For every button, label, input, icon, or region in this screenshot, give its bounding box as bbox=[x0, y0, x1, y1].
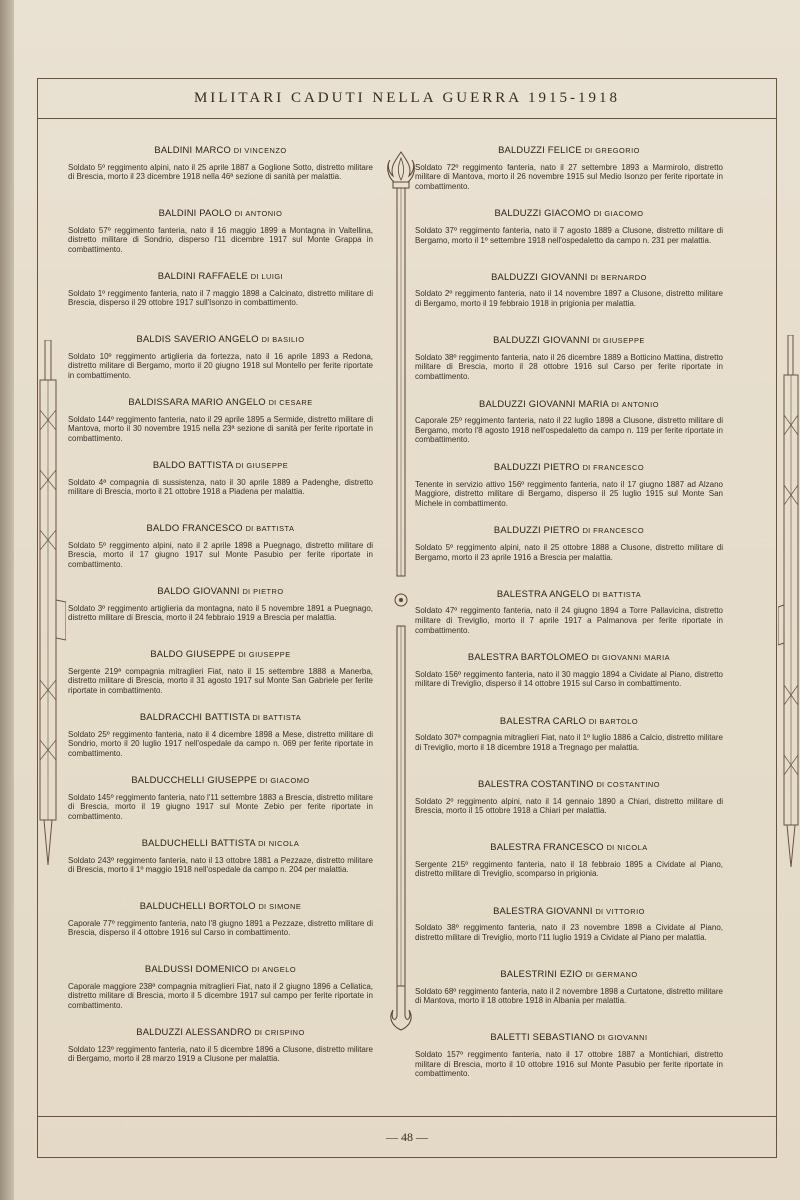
father-name: ANGELO bbox=[262, 965, 297, 974]
soldier-name bbox=[415, 462, 723, 473]
patronymic-particle: DI bbox=[596, 779, 605, 789]
surname-given-name: BALDINI RAFFAELE bbox=[157, 270, 248, 281]
patronymic-particle: DI bbox=[582, 462, 591, 472]
soldier-name bbox=[415, 525, 723, 536]
father-name: GIOVANNI MARIA bbox=[602, 653, 671, 663]
patronymic-particle: DI bbox=[595, 906, 604, 916]
father-name: GERMANO bbox=[595, 970, 638, 980]
father-name: CESARE bbox=[279, 398, 313, 407]
patronymic-particle: DI bbox=[590, 272, 599, 282]
soldier-name bbox=[415, 272, 723, 283]
surname-given-name: BALESTRA CARLO bbox=[499, 714, 587, 726]
list-item bbox=[68, 208, 373, 271]
service-record: Soldato 37º reggimento fanteria, nato il 7 agosto 1889 a Clusone, distretto militare di Bergamo, morto il 1º settembre 1918 nell'ospedaletto da campo n. 231 per malattia. bbox=[415, 225, 723, 245]
surname-given-name: BALDUCHELLI BORTOLO bbox=[139, 900, 256, 911]
service-record: Caporale 25º reggimento fanteria, nato il 22 luglio 1898 a Clusone, distretto militare di Bergamo, morto l'8 agosto 1918 nell'ospedaletto da campo n. 119 per ferite riportate in combattimento. bbox=[415, 416, 723, 445]
surname-given-name: BALESTRINI EZIO bbox=[500, 968, 583, 980]
soldier-name bbox=[68, 586, 373, 597]
patronymic-particle: DI bbox=[592, 336, 601, 346]
father-name: SIMONE bbox=[269, 902, 302, 911]
surname-given-name: BALDO BATTISTA bbox=[152, 459, 233, 470]
service-record: Soldato 72º reggimento fanteria, nato il 27 settembre 1893 a Marmirolo, distretto militare di Mantova, morto il 26 novembre 1915 sul Medio Isonzo per ferite riportate in combattimento. bbox=[415, 162, 723, 191]
service-record: Soldato 38º reggimento fanteria, nato il 26 dicembre 1889 a Botticino Mattina, distretto militare di Brescia, morto il 28 ottobre 1916 sul Carso per ferite riportate in combattimento. bbox=[415, 352, 723, 381]
service-record: Soldato 68º reggimento fanteria, nato il 2 novembre 1898 a Curtatone, distretto militare di Mantova, morto il 18 ottobre 1918 in Albania per malattia. bbox=[415, 986, 723, 1006]
patronymic-particle: DI bbox=[261, 335, 270, 344]
surname-given-name: BALESTRA ANGELO bbox=[496, 587, 590, 599]
service-record: Soldato 38º reggimento fanteria, nato il 23 novembre 1898 a Cividate al Piano, distretto militare di Treviglio, morto l'11 luglio 1919 a Cividate al Piano per malattia. bbox=[415, 923, 723, 942]
surname-given-name: BALDINI MARCO bbox=[154, 144, 231, 155]
soldier-name bbox=[68, 712, 373, 723]
father-name: COSTANTINO bbox=[607, 779, 660, 789]
service-record: Soldato 4ª compagnia di sussistenza, nato il 30 aprile 1889 a Padenghe, distretto militare di Brescia, morto il 21 ottobre 1918 a Piadena per malattia. bbox=[68, 477, 373, 497]
patronymic-particle: DI bbox=[268, 398, 277, 407]
soldier-name bbox=[68, 145, 373, 156]
surname-given-name: BALDUZZI GIOVANNI bbox=[493, 334, 590, 346]
soldier-name bbox=[68, 271, 373, 282]
surname-given-name: BALDO FRANCESCO bbox=[146, 522, 243, 533]
list-item bbox=[415, 906, 723, 969]
patronymic-particle: DI bbox=[611, 399, 620, 409]
list-item bbox=[68, 775, 373, 838]
list-item bbox=[415, 589, 723, 652]
patronymic-particle: DI bbox=[254, 1028, 263, 1037]
surname-given-name: BALDUZZI GIOVANNI bbox=[491, 270, 588, 282]
list-item bbox=[68, 145, 373, 208]
service-record: Soldato 1º reggimento fanteria, nato il 7 maggio 1898 a Calcinato, distretto militare di Brescia, disperso il 29 ottobre 1917 sull'Isonzo in combattimento. bbox=[68, 288, 373, 308]
soldier-name bbox=[68, 775, 373, 786]
list-item bbox=[68, 586, 373, 649]
patronymic-particle: DI bbox=[258, 902, 267, 911]
patronymic-particle: DI bbox=[592, 589, 601, 599]
service-record: Sergente 219ª compagnia mitraglieri Fiat, nato il 15 settembre 1888 a Manerba, distretto militare di Brescia, morto il 31 agosto 1917 sul Monte San Gabriele per ferite riportate in combattimento. bbox=[68, 666, 373, 695]
service-record: Soldato 57º reggimento fanteria, nato il 16 maggio 1899 a Montagna in Valtellina, distretto militare di Sondrio, disperso l'11 dicembre 1917 sul Monte Grappa in combattimento. bbox=[68, 225, 373, 254]
list-item bbox=[68, 334, 373, 397]
surname-given-name: BALDUZZI PIETRO bbox=[493, 524, 580, 536]
father-name: ANTONIO bbox=[245, 209, 283, 218]
surname-given-name: BALDUZZI FELICE bbox=[498, 144, 582, 155]
service-record: Soldato 144º reggimento fanteria, nato il 29 aprile 1895 a Sermide, distretto militare di Mantova, morto il 30 novembre 1915 nella 23ª sezione di sanità per ferite riportate in combattimento. bbox=[68, 414, 373, 443]
list-item bbox=[415, 399, 723, 462]
father-name: GIUSEPPE bbox=[248, 650, 291, 659]
fasces-ornament-icon-right bbox=[778, 335, 800, 870]
patronymic-particle: DI bbox=[585, 970, 594, 980]
surname-given-name: BALESTRA BARTOLOMEO bbox=[467, 651, 589, 663]
father-name: BATTISTA bbox=[256, 524, 295, 533]
service-record: Soldato 5º reggimento alpini, nato il 25 aprile 1887 a Goglione Sotto, distretto militare di Brescia, morto il 23 dicembre 1918 nella 46ª sezione di sanità per malattia. bbox=[68, 162, 373, 182]
service-record: Soldato 123º reggimento fanteria, nato il 5 dicembre 1896 a Clusone, distretto militare di Bergamo, morto il 28 marzo 1919 a Clusone per malattia. bbox=[68, 1044, 373, 1064]
surname-given-name: BALDUCCHELLI GIUSEPPE bbox=[131, 774, 257, 785]
torch-ornament-icon bbox=[384, 150, 418, 1050]
service-record: Soldato 5º reggimento alpini, nato il 2 aprile 1898 a Puegnago, distretto militare di Brescia, morto il 17 giugno 1917 sul Monte Pasubio per ferite riportate in combattimento. bbox=[68, 540, 373, 569]
father-name: ANTONIO bbox=[621, 399, 659, 409]
patronymic-particle: DI bbox=[597, 1033, 606, 1043]
father-name: BATTISTA bbox=[262, 713, 302, 722]
father-name: GIACOMO bbox=[604, 209, 644, 219]
surname-given-name: BALETTI SEBASTIANO bbox=[490, 1031, 595, 1043]
list-item bbox=[415, 1032, 723, 1095]
page-title: MILITARI CADUTI NELLA GUERRA 1915-1918 bbox=[193, 90, 621, 106]
list-item bbox=[68, 901, 373, 964]
service-record: Soldato 10º reggimento artiglieria da fortezza, nato il 16 aprile 1893 a Redona, distretto militare di Bergamo, morto il 20 giugno 1918 sul Montello per ferite riportate in combattimento. bbox=[68, 351, 373, 380]
patronymic-particle: DI bbox=[233, 146, 242, 155]
soldier-name bbox=[68, 964, 373, 975]
service-record: Caporale maggiore 238ª compagnia mitraglieri Fiat, nato il 2 giugno 1896 a Cellatica, distretto militare di Brescia, morto il 5 dicembre 1917 sul campo per ferite riportate in combattimento. bbox=[68, 981, 373, 1010]
list-item bbox=[415, 716, 723, 779]
surname-given-name: BALESTRA FRANCESCO bbox=[490, 841, 604, 853]
soldier-name bbox=[415, 652, 723, 663]
father-name: BASILIO bbox=[272, 335, 305, 344]
father-name: GIOVANNI bbox=[607, 1033, 648, 1043]
list-item bbox=[415, 652, 723, 715]
soldier-name bbox=[415, 145, 723, 156]
left-column bbox=[68, 145, 373, 1090]
father-name: NICOLA bbox=[268, 839, 300, 848]
surname-given-name: BALDUZZI ALESSANDRO bbox=[136, 1026, 252, 1037]
patronymic-particle: DI bbox=[258, 839, 266, 848]
father-name: VINCENZO bbox=[244, 146, 287, 155]
soldier-name bbox=[68, 334, 373, 345]
patronymic-particle: DI bbox=[235, 461, 244, 470]
service-record: Soldato 2º reggimento alpini, nato il 14 gennaio 1890 a Chiari, distretto militare di Brescia, morto il 15 ottobre 1918 a Chiari per malattia. bbox=[415, 796, 723, 816]
patronymic-particle: DI bbox=[238, 650, 247, 659]
surname-given-name: BALDUZZI PIETRO bbox=[493, 460, 580, 472]
surname-given-name: BALDUZZI GIACOMO bbox=[494, 207, 591, 219]
surname-given-name: BALDIS SAVERIO ANGELO bbox=[136, 333, 259, 344]
patronymic-particle: DI bbox=[606, 843, 615, 853]
soldier-name bbox=[68, 901, 373, 912]
soldier-name bbox=[415, 399, 723, 410]
soldier-name bbox=[415, 716, 723, 727]
surname-given-name: BALDUSSI DOMENICO bbox=[144, 963, 249, 974]
patronymic-particle: DI bbox=[250, 272, 259, 281]
list-item bbox=[415, 208, 723, 271]
father-name: CRISPINO bbox=[264, 1028, 305, 1037]
soldier-name bbox=[68, 460, 373, 471]
list-item bbox=[415, 272, 723, 335]
father-name: BERNARDO bbox=[601, 272, 647, 282]
surname-given-name: BALDO GIOVANNI bbox=[157, 585, 240, 596]
page-number: — 48 — bbox=[386, 1130, 428, 1144]
patronymic-particle: DI bbox=[245, 524, 254, 533]
binding-edge bbox=[0, 0, 14, 1200]
service-record: Soldato 157º reggimento fanteria, nato il 17 ottobre 1887 a Montichiari, distretto militare di Brescia, morto il 10 ottobre 1916 sul Monte Pasubio per ferite riportate in combattimento. bbox=[415, 1050, 723, 1079]
soldier-name bbox=[68, 649, 373, 660]
soldier-name bbox=[415, 842, 723, 853]
service-record: Caporale 77º reggimento fanteria, nato l'8 giugno 1891 a Pezzaze, distretto militare di Brescia, disperso il 4 ottobre 1916 sul Carso in combattimento. bbox=[68, 918, 373, 938]
soldier-name bbox=[415, 589, 723, 600]
list-item bbox=[68, 649, 373, 712]
father-name: BARTOLO bbox=[599, 716, 639, 726]
service-record: Tenente in servizio attivo 156º reggimento fanteria, nato il 17 giugno 1887 ad Alzano Maggiore, distretto militare di Bergamo, disperso il 25 luglio 1915 sul Monte San Michele in combattimento. bbox=[415, 479, 723, 508]
list-item bbox=[415, 842, 723, 905]
father-name: GREGORIO bbox=[595, 146, 640, 155]
list-item bbox=[415, 779, 723, 842]
patronymic-particle: DI bbox=[593, 209, 602, 219]
soldier-name bbox=[415, 335, 723, 346]
father-name: FRANCESCO bbox=[593, 462, 645, 472]
service-record: Soldato 5º reggimento alpini, nato il 25 ottobre 1888 a Clusone, distretto militare di Bergamo, morto il 23 aprile 1916 a Brescia per malattia. bbox=[415, 542, 723, 562]
service-record: Soldato 145º reggimento fanteria, nato l'11 settembre 1883 a Brescia, distretto militare di Brescia, morto il 19 giugno 1917 sul Monte Zebio per ferite riportate in combattimento. bbox=[68, 792, 373, 821]
service-record: Soldato 47º reggimento fanteria, nato il 24 giugno 1894 a Torre Pallavicina, distretto militare di Treviglio, morto il 7 aprile 1917 a Palmanova per ferite riportate in combattimento. bbox=[415, 606, 723, 635]
patronymic-particle: DI bbox=[252, 713, 261, 722]
surname-given-name: BALESTRA GIOVANNI bbox=[493, 904, 593, 916]
list-item bbox=[68, 712, 373, 775]
list-item bbox=[68, 1027, 373, 1090]
soldier-name bbox=[415, 969, 723, 980]
fasces-ornament-icon bbox=[36, 340, 66, 870]
surname-given-name: BALDINI PAOLO bbox=[158, 207, 232, 218]
patronymic-particle: DI bbox=[584, 146, 593, 155]
right-column bbox=[415, 145, 723, 1096]
soldier-name bbox=[68, 208, 373, 219]
father-name: LUIGI bbox=[261, 272, 284, 281]
soldier-name bbox=[415, 906, 723, 917]
service-record: Soldato 156º reggimento fanteria, nato il 30 maggio 1894 a Cividate al Piano, distretto militare di Treviglio, disperso il 14 ottobre 1915 sul Carso in combattimento. bbox=[415, 669, 723, 689]
surname-given-name: BALDUZZI GIOVANNI MARIA bbox=[479, 397, 609, 409]
service-record: Soldato 2º reggimento fanteria, nato il 14 novembre 1897 a Clusone, distretto militare di Bergamo, morto il 19 febbraio 1918 in prigionia per malattia. bbox=[415, 289, 723, 308]
soldier-name bbox=[68, 1027, 373, 1038]
soldier-name bbox=[68, 838, 373, 849]
list-item bbox=[68, 397, 373, 460]
surname-given-name: BALDISSARA MARIO ANGELO bbox=[128, 396, 266, 407]
soldier-name bbox=[68, 523, 373, 534]
father-name: NICOLA bbox=[617, 843, 648, 853]
service-record: Soldato 3º reggimento artiglieria da montagna, nato il 5 novembre 1891 a Puegnago, distretto militare di Brescia, morto il 24 febbraio 1919 a Brescia per malattia. bbox=[68, 603, 373, 623]
list-item bbox=[68, 271, 373, 334]
title-band bbox=[38, 79, 776, 119]
father-name: FRANCESCO bbox=[593, 526, 645, 536]
footer-rule bbox=[38, 1116, 776, 1117]
surname-given-name: BALDRACCHI BATTISTA bbox=[139, 711, 250, 722]
service-record: Soldato 25º reggimento fanteria, nato il 4 dicembre 1898 a Mese, distretto militare di Sondrio, morto il 20 luglio 1917 nell'ospedale da campo n. 069 per ferite riportate in combattimento. bbox=[68, 729, 373, 758]
service-record: Soldato 307ª compagnia mitraglieri Fiat, nato il 1º luglio 1886 a Calcio, distretto militare di Treviglio, morto il 18 dicembre 1918 a Tregnago per malattia. bbox=[415, 733, 723, 752]
list-item bbox=[415, 462, 723, 525]
service-record: Sergente 215º reggimento fanteria, nato il 18 febbraio 1895 a Cividate al Piano, distretto militare di Treviglio, scomparso in prigionia. bbox=[415, 859, 723, 879]
list-item bbox=[415, 969, 723, 1032]
father-name: GIUSEPPE bbox=[246, 461, 289, 470]
patronymic-particle: DI bbox=[582, 526, 591, 536]
surname-given-name: BALDUCHELLI BATTISTA bbox=[141, 837, 256, 848]
soldier-name bbox=[415, 779, 723, 790]
service-record: Soldato 243º reggimento fanteria, nato il 13 ottobre 1881 a Pezzaze, distretto militare di Brescia, morto il 1º maggio 1918 nell'ospedale da campo n. 204 per malattia. bbox=[68, 855, 373, 875]
father-name: GIUSEPPE bbox=[603, 336, 645, 346]
list-item bbox=[415, 525, 723, 588]
list-item bbox=[415, 335, 723, 398]
patronymic-particle: DI bbox=[242, 587, 251, 596]
soldier-name bbox=[415, 1032, 723, 1043]
patronymic-particle: DI bbox=[251, 965, 260, 974]
list-item bbox=[415, 145, 723, 208]
patronymic-particle: DI bbox=[259, 776, 268, 785]
father-name: VITTORIO bbox=[606, 906, 645, 916]
father-name: GIACOMO bbox=[270, 776, 310, 785]
list-item bbox=[68, 838, 373, 901]
list-item bbox=[68, 460, 373, 523]
surname-given-name: BALDO GIUSEPPE bbox=[150, 648, 236, 659]
father-name: PIETRO bbox=[253, 587, 284, 596]
surname-given-name: BALESTRA COSTANTINO bbox=[478, 777, 594, 789]
father-name: BATTISTA bbox=[602, 589, 642, 599]
patronymic-particle: DI bbox=[234, 209, 243, 218]
patronymic-particle: DI bbox=[591, 653, 600, 663]
soldier-name bbox=[68, 397, 373, 408]
soldier-name bbox=[415, 208, 723, 219]
list-item bbox=[68, 964, 373, 1027]
list-item bbox=[68, 523, 373, 586]
patronymic-particle: DI bbox=[588, 716, 597, 726]
